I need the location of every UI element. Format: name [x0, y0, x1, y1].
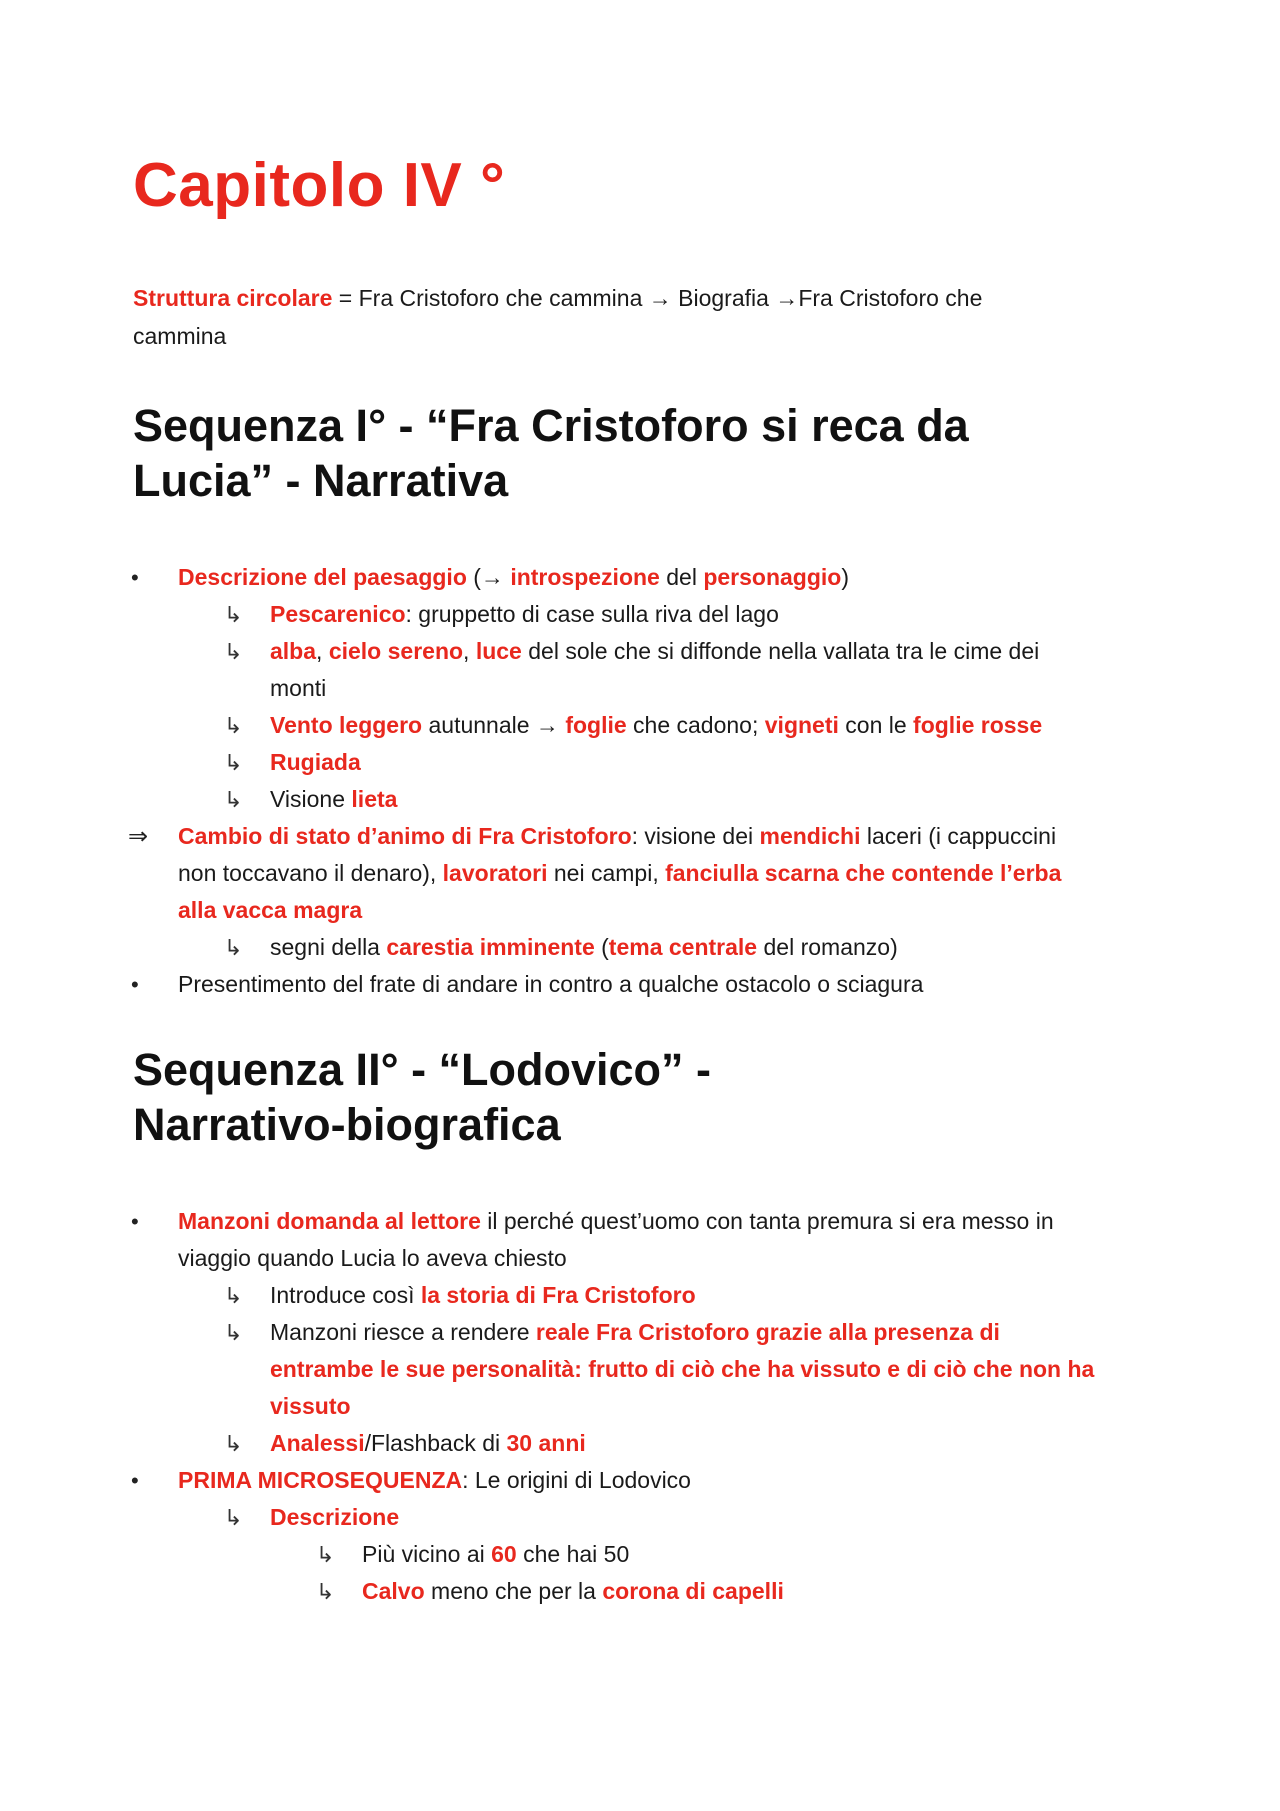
- highlight: fanciulla scarna che contende l’erba: [665, 860, 1062, 886]
- page-title: Capitolo IV °: [133, 151, 506, 220]
- list-item: [178, 559, 849, 596]
- list-item: [270, 596, 779, 633]
- list-item: [270, 1499, 399, 1536]
- text: con le: [838, 712, 914, 738]
- section-heading-2-cont: Narrativo-biografica: [133, 1099, 561, 1150]
- highlight: entrambe le sue personalità: frutto di ciò che ha vissuto e di ciò che non ha: [270, 1356, 1095, 1382]
- highlight: personaggio: [703, 564, 842, 590]
- sub-arrow-icon: ↳: [224, 602, 243, 627]
- list-item-cont: [178, 892, 362, 929]
- list-item: [270, 781, 397, 818]
- list-item: [362, 1536, 629, 1573]
- highlight: Analessi: [270, 1430, 365, 1456]
- text: che cadono;: [626, 712, 765, 738]
- text: monti: [270, 675, 327, 701]
- intro-text-cont: cammina: [133, 323, 227, 349]
- sub-arrow-icon: ↳: [224, 1431, 243, 1456]
- sub-arrow-icon: ↳: [224, 1505, 243, 1530]
- list-item-cont: [270, 670, 326, 707]
- highlight: Rugiada: [270, 749, 361, 775]
- highlight: PRIMA MICROSEQUENZA: [178, 1467, 463, 1493]
- highlight: vissuto: [270, 1393, 351, 1419]
- intro-label: Struttura circolare: [133, 285, 333, 311]
- bullet-icon: •: [131, 1468, 139, 1493]
- list-item: [178, 1203, 1054, 1240]
- highlight: alla vacca magra: [178, 897, 363, 923]
- list-item-cont: [178, 855, 1061, 892]
- text: (: [594, 934, 609, 960]
- text: del romanzo): [757, 934, 898, 960]
- text: Introduce così: [270, 1282, 421, 1308]
- text: ,: [463, 638, 476, 664]
- list-item: [178, 966, 923, 1003]
- bullet-icon: •: [131, 972, 139, 997]
- section-heading-1-cont: Lucia” - Narrativa: [133, 455, 509, 506]
- list-item: [270, 1314, 1000, 1351]
- text: : visione dei: [631, 823, 760, 849]
- text: : Le origini di Lodovico: [462, 1467, 691, 1493]
- highlight: vigneti: [764, 712, 839, 738]
- bullet-icon: •: [131, 1209, 139, 1234]
- list-item: [178, 818, 1056, 855]
- text: autunnale →: [422, 712, 566, 738]
- text: non toccavano il denaro),: [178, 860, 443, 886]
- list-item: [270, 1277, 696, 1314]
- text: meno che per la: [424, 1578, 603, 1604]
- highlight: Cambio di stato d’animo di Fra Cristoforo: [178, 823, 632, 849]
- sub-arrow-icon: ↳: [316, 1579, 335, 1604]
- highlight: 30 anni: [506, 1430, 586, 1456]
- highlight: reale Fra Cristoforo grazie alla presenza di: [535, 1319, 1000, 1345]
- highlight: alba: [270, 638, 317, 664]
- list-item: [270, 1425, 586, 1462]
- highlight: luce: [475, 638, 522, 664]
- text: laceri (i cappuccini: [860, 823, 1057, 849]
- intro-line-2: [133, 318, 226, 355]
- list-item-cont: [178, 1240, 567, 1277]
- text: ,: [316, 638, 329, 664]
- section-heading-1: Sequenza I° - “Fra Cristoforo si reca da: [133, 400, 969, 451]
- text: viaggio quando Lucia lo aveva chiesto: [178, 1245, 567, 1271]
- list-item-cont: [270, 1351, 1094, 1388]
- highlight: cielo sereno: [328, 638, 464, 664]
- highlight: corona di capelli: [602, 1578, 784, 1604]
- highlight: Vento leggero: [270, 712, 423, 738]
- highlight: Descrizione del paesaggio: [178, 564, 467, 590]
- text: (→: [466, 564, 511, 590]
- text: del sole che si diffonde nella vallata tra le cime dei: [521, 638, 1040, 664]
- text: Manzoni riesce a rendere: [270, 1319, 536, 1345]
- highlight: introspezione: [510, 564, 660, 590]
- text: /Flashback di: [364, 1430, 507, 1456]
- highlight: Descrizione: [270, 1504, 400, 1530]
- text: il perché quest’uomo con tanta premura si era messo in: [480, 1208, 1054, 1234]
- intro-text: = Fra Cristoforo che cammina → Biografia →Fra Cristoforo che: [332, 285, 983, 311]
- bullet-icon: •: [131, 565, 139, 590]
- text: del: [659, 564, 704, 590]
- text: : gruppetto di case sulla riva del lago: [405, 601, 779, 627]
- list-item: [270, 929, 898, 966]
- text: Presentimento del frate di andare in contro a qualche ostacolo o sciagura: [178, 971, 924, 997]
- sub-arrow-icon: ↳: [224, 1283, 243, 1308]
- highlight: carestia imminente: [386, 934, 595, 960]
- highlight: foglie rosse: [913, 712, 1043, 738]
- highlight: lavoratori: [442, 860, 548, 886]
- section-heading-2: Sequenza II° - “Lodovico” -: [133, 1044, 712, 1095]
- highlight: Pescarenico: [270, 601, 406, 627]
- sub-arrow-icon: ↳: [224, 935, 243, 960]
- highlight: foglie: [565, 712, 627, 738]
- sub-arrow-icon: ↳: [224, 1320, 243, 1345]
- highlight: mendichi: [759, 823, 861, 849]
- text: ): [841, 564, 850, 590]
- list-item: [270, 707, 1042, 744]
- text: che hai 50: [516, 1541, 630, 1567]
- sub-arrow-icon: ↳: [224, 750, 243, 775]
- list-item: [362, 1573, 784, 1610]
- highlight: Calvo: [362, 1578, 425, 1604]
- list-item-cont: [270, 1388, 351, 1425]
- highlight: la storia di Fra Cristoforo: [420, 1282, 696, 1308]
- list-item: [270, 744, 361, 781]
- sub-arrow-icon: ↳: [224, 639, 243, 664]
- implies-arrow-icon: ⇒: [128, 823, 149, 850]
- list-item: [178, 1462, 691, 1499]
- sub-arrow-icon: ↳: [316, 1542, 335, 1567]
- highlight: lieta: [351, 786, 398, 812]
- text: Più vicino ai: [362, 1541, 492, 1567]
- sub-arrow-icon: ↳: [224, 787, 243, 812]
- text: Visione: [270, 786, 352, 812]
- intro-line-1: [133, 280, 982, 317]
- list-item: [270, 633, 1039, 670]
- highlight: Manzoni domanda al lettore: [178, 1208, 481, 1234]
- highlight: 60: [491, 1541, 517, 1567]
- text: segni della: [270, 934, 387, 960]
- text: nei campi,: [547, 860, 666, 886]
- sub-arrow-icon: ↳: [224, 713, 243, 738]
- highlight: tema centrale: [608, 934, 758, 960]
